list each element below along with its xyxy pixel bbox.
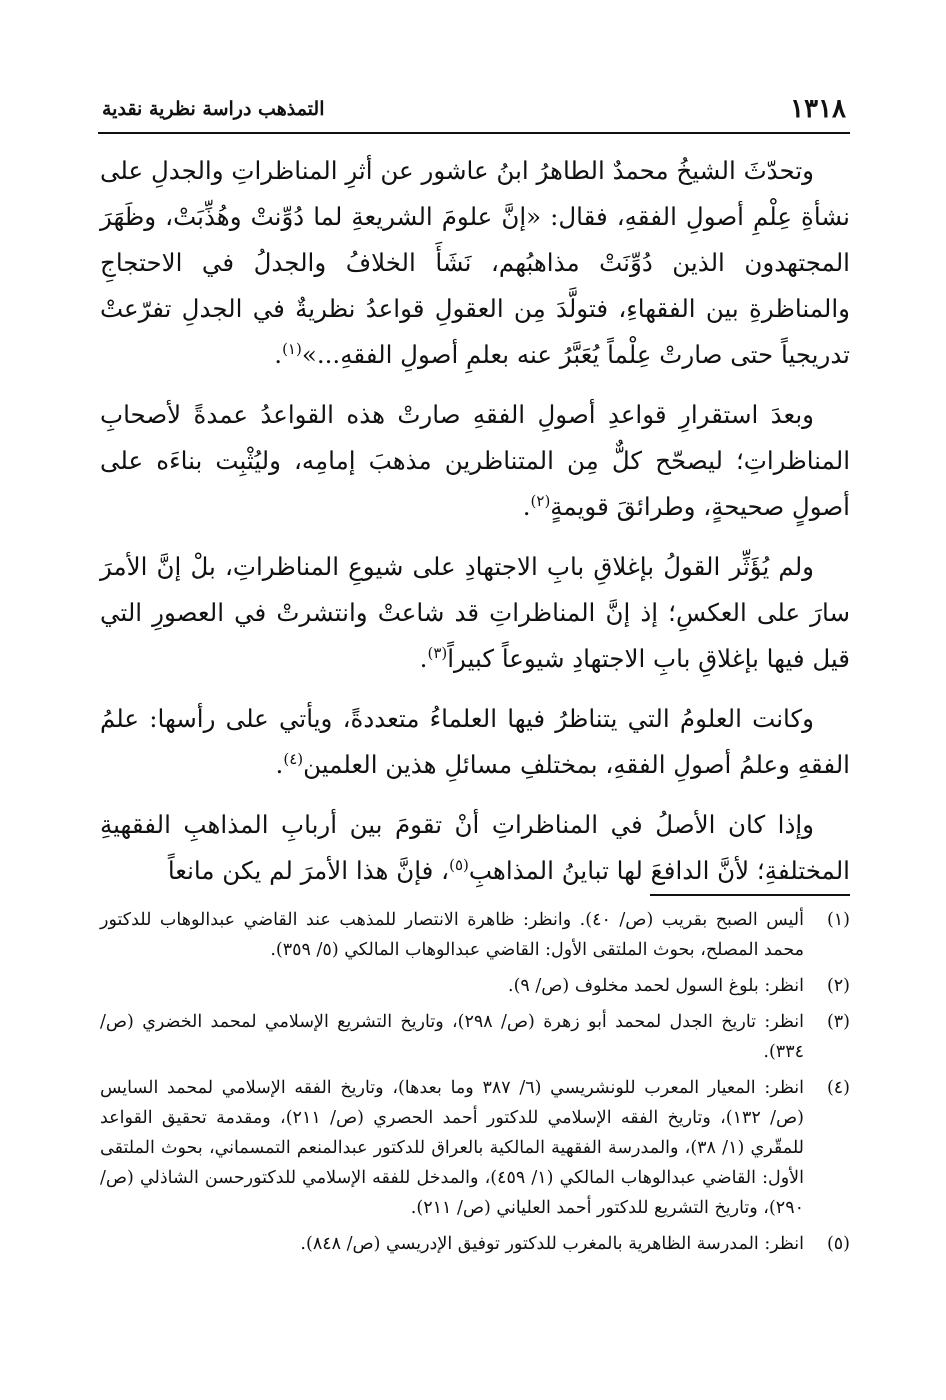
footnote-number: (٣) [826,1012,850,1032]
paragraph-tail: ، فإنَّ هذا الأمرَ لم يكن مانعاً [167,856,450,885]
footnote [100,1007,850,1067]
paragraph [100,148,850,378]
footnotes [100,905,850,1265]
page-header [98,92,850,134]
paragraph-text: ولم يُؤَثِّر القولُ بإغلاقِ بابِ الاجتهادِ على شيوعِ المناظراتِ، بلْ إنَّ الأمرَ سارَ على العكسِ؛ إذ إنَّ المناظراتِ قد شاعتْ وانتشرتْ في العصورِ التي قيل فيها بإغلاقِ بابِ الاجتهادِ شيوعاً كبيراً [100,552,850,673]
running-title: التمذهب دراسة نظرية نقدية [102,98,325,120]
paragraph [100,544,850,682]
paragraph-text: وإذا كان الأصلُ في المناظراتِ أنْ تقومَ بين أربابِ المذاهبِ الفقهيةِ المختلفةِ؛ لأنَّ الدافعَ لها تباينُ المذاهبِ [100,810,850,885]
paragraph [100,802,850,894]
footnote-number: (٥) [826,1234,850,1254]
footnote-number: (٤) [826,1078,850,1098]
paragraph-text: وكانت العلومُ التي يتناظرُ فيها العلماءُ متعددةً، ويأتي على رأسها: علمُ الفقهِ وعلمُ أصولِ الفقهِ، بمختلفِ مسائلِ هذين العلمين [100,704,850,779]
footnote-reference: (٥) [449,855,469,874]
footnote [100,905,850,965]
footnote-text: انظر: المدرسة الظاهرية بالمغرب للدكتور توفيق الإدريسي (ص/ ٨٤٨). [300,1234,804,1254]
footnote-text: انظر: المعيار المعرب للونشريسي (٦/ ٣٨٧ وما بعدها)، وتاريخ الفقه الإسلامي لمحمد السايس (ص/ ١٣٢)، وتاريخ الفقه الإسلامي للدكتور أحمد الحصري (ص/ ٢١١)، ومقدمة تحقيق القواعد للمقّري (١/ ٣٨)، والمدرسة الفقهية المالكية بالعراق للدكتور عبدالمنعم التمسماني، بحوث الملتقى الأول: القاضي عبدالوهاب المالكي (١/ ٤٥٩)، والمدخل للفقه الإسلامي للدكتورحسن الشاذلي (ص/ ٢٩٠)، وتاريخ التشريع للدكتور أحمد العلياني (ص/ ٢١١). [100,1078,805,1218]
footnote [100,1073,850,1223]
footnote-reference: (١) [282,339,302,358]
footnote-divider [650,894,850,896]
paragraph [100,696,850,788]
footnote-number: (٢) [826,976,850,996]
main-text [100,148,850,908]
footnote [100,1229,850,1259]
footnote [100,971,850,1001]
paragraph-tail: . [522,492,531,521]
paragraph-tail: . [274,340,283,369]
page-number: ١٣١٨ [790,94,846,124]
paragraph-tail: . [275,750,284,779]
paragraph-text: وتحدّثَ الشيخُ محمدٌ الطاهرُ ابنُ عاشور عن أثرِ المناظراتِ والجدلِ على نشأةِ عِلْمِ أصولِ الفقهِ، فقال: «إنَّ علومَ الشريعةِ لما دُوِّنتْ وهُذِّبَتْ، وظَهَرَ المجتهدون الذين دُوِّنَتْ مذاهبُهم، نَشَأَ الخلافُ والجدلُ في الاحتجاجِ والمناظرةِ بين الفقهاءِ، فتولَّدَ مِن العقولِ قواعدُ نظريةٌ في الجدلِ تفرّعتْ تدريجياً حتى صارتْ عِلْماً يُعَبَّرُ عنه بعلمِ أصولِ الفقهِ...» [100,156,850,369]
paragraph-tail: . [419,644,428,673]
paragraph-text: وبعدَ استقرارِ قواعدِ أصولِ الفقهِ صارتْ هذه القواعدُ عمدةً لأصحابِ المناظراتِ؛ ليصحّح كلٌّ مِن المتناظرين مذهبَ إمامِه، وليُثْبِت بناءَه على أصولٍ صحيحةٍ، وطرائقَ قويمةٍ [100,400,850,521]
footnote-text: انظر: بلوغ السول لحمد مخلوف (ص/ ٩). [508,976,804,996]
footnote-reference: (٣) [427,643,448,662]
footnote-number: (١) [826,910,850,930]
footnote-text: انظر: تاريخ الجدل لمحمد أبو زهرة (ص/ ٢٩٨)، وتاريخ التشريع الإسلامي لمحمد الخضري (ص/ ٣٣٤). [100,1012,804,1062]
footnote-reference: (٤) [283,749,304,768]
paragraph [100,392,850,530]
footnote-reference: (٢) [530,491,551,510]
footnote-text: أليس الصبح بقريب (ص/ ٤٠). وانظر: ظاهرة الانتصار للمذهب عند القاضي عبدالوهاب للدكتور محمد المصلح، بحوث الملتقى الأول: القاضي عبدالوهاب المالكي (٥/ ٣٥٩). [100,910,804,960]
